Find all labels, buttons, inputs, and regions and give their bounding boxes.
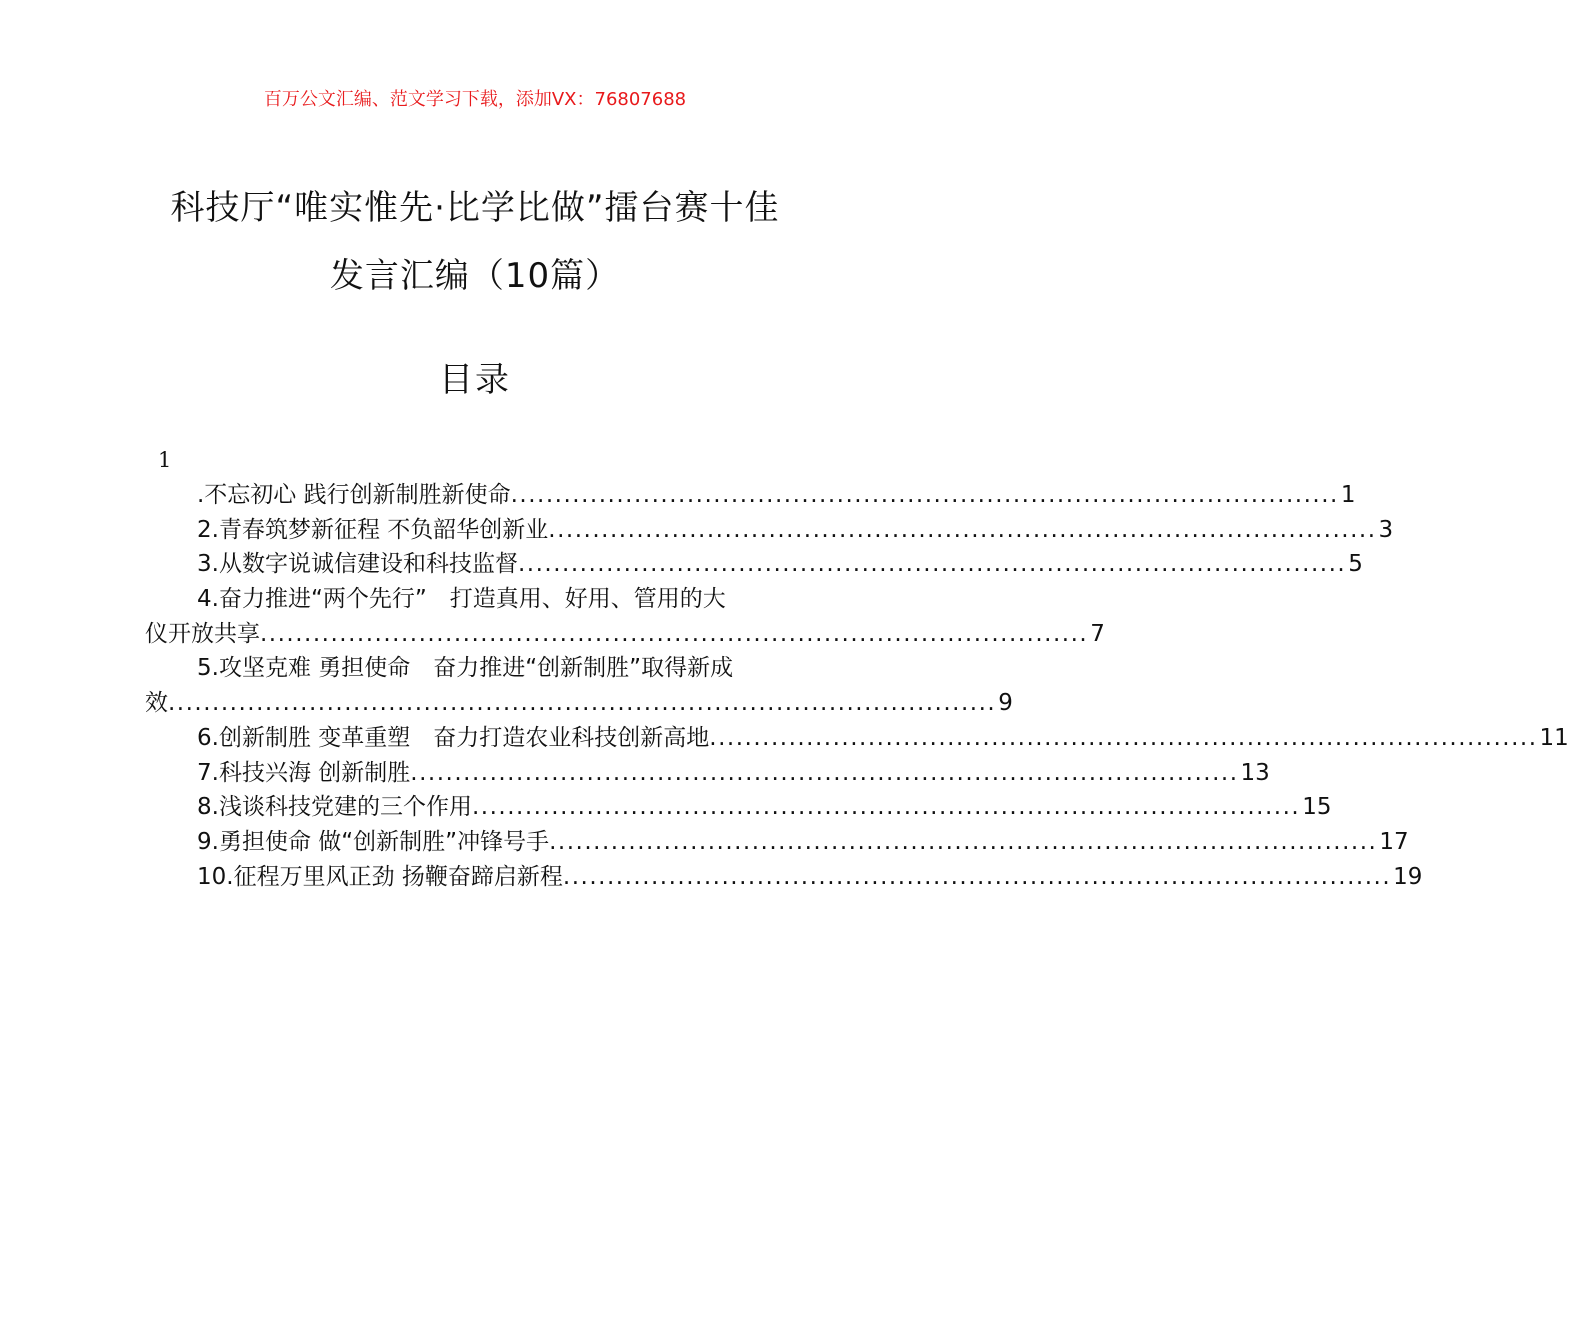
toc-entry-1[interactable] xyxy=(145,478,1356,513)
toc-page-number: 15 xyxy=(1302,794,1332,821)
toc-entry-8[interactable] xyxy=(145,790,1332,825)
toc-marker: 1 xyxy=(158,448,172,472)
toc-entry-text: 7.科技兴海 创新制胜 xyxy=(197,759,411,786)
toc-entry-text: 9.勇担使命 做“创新制胜”冲锋号手 xyxy=(197,828,550,855)
toc-entry-text: 6.创新制胜 变革重塑 奋力打造农业科技创新高地 xyxy=(197,724,710,751)
toc-entry-text: .不忘初心 践行创新制胜新使命 xyxy=(197,482,511,508)
toc-entry-9[interactable] xyxy=(145,825,1409,860)
toc-page-number: 7 xyxy=(1090,620,1105,647)
toc-entry-text: 4.奋力推进“两个先行” 打造真用、好用、管用的大 xyxy=(197,586,726,613)
toc-leader: .............................................................................................. xyxy=(510,482,1339,508)
toc-entry-text: 3.从数字说诚信建设和科技监督 xyxy=(197,551,518,578)
toc-page-number: 11 xyxy=(1539,724,1569,751)
toc-leader: .............................................................................................. xyxy=(471,794,1301,821)
toc-entry-3[interactable] xyxy=(145,547,1363,582)
toc-page-number: 9 xyxy=(998,690,1013,717)
document-title-line-1: 科技厅“唯实惟先·比学比做”擂台赛十佳 xyxy=(170,188,780,228)
toc-entry-text: 5.攻坚克难 勇担使命 奋力推进“创新制胜”取得新成 xyxy=(197,655,734,682)
toc-entry-10[interactable] xyxy=(145,860,1423,895)
toc-entry-text: 仪开放共享 xyxy=(145,620,260,647)
toc-leader: .............................................................................................. xyxy=(549,828,1378,855)
toc-leader: .............................................................................................. xyxy=(517,551,1347,578)
toc-entry-text: 2.青春筑梦新征程 不负韶华创新业 xyxy=(197,516,549,543)
toc-leader: .............................................................................................. xyxy=(548,516,1377,543)
toc-heading: 目录 xyxy=(439,360,511,400)
toc-leader: .............................................................................................. xyxy=(709,724,1538,751)
toc-page-number: 1 xyxy=(1340,482,1356,508)
toc-entry-2[interactable] xyxy=(145,513,1394,548)
table-of-contents xyxy=(145,478,1569,894)
toc-leader: .............................................................................................. xyxy=(260,620,1089,647)
toc-entry-text: 10.征程万里风正劲 扬鞭奋蹄启新程 xyxy=(197,863,563,890)
toc-entry-6[interactable] xyxy=(145,721,1569,756)
toc-entry-4-line-2[interactable] xyxy=(145,617,1105,652)
toc-leader: .............................................................................................. xyxy=(410,759,1239,786)
toc-page-number: 5 xyxy=(1348,551,1363,578)
toc-entry-5-line-1[interactable] xyxy=(145,651,807,686)
toc-entry-text: 8.浅谈科技党建的三个作用 xyxy=(197,794,472,821)
toc-entry-4-line-1[interactable] xyxy=(145,582,807,617)
toc-page-number: 3 xyxy=(1378,516,1394,543)
toc-entry-5-line-2[interactable] xyxy=(145,686,1013,721)
toc-leader: .............................................................................................. xyxy=(562,863,1392,890)
toc-entry-text: 效 xyxy=(145,690,168,717)
toc-entry-7[interactable] xyxy=(145,756,1270,791)
toc-leader: .............................................................................................. xyxy=(168,690,997,717)
toc-page-number: 17 xyxy=(1379,828,1409,855)
document-title-line-2: 发言汇编（10篇） xyxy=(329,256,621,296)
toc-page-number: 19 xyxy=(1393,863,1423,890)
header-note: 百万公文汇编、范文学习下载，添加VX：76807688 xyxy=(263,89,687,110)
toc-page-number: 13 xyxy=(1240,759,1270,786)
